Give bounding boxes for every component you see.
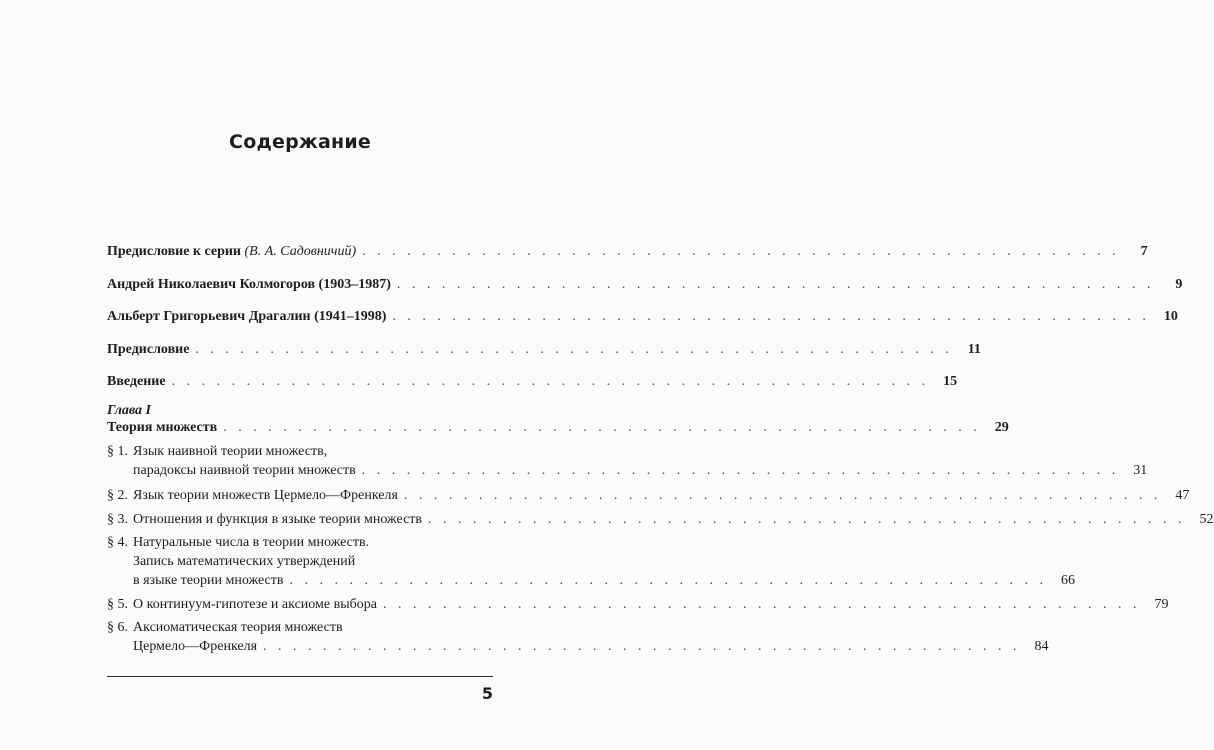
footer-rule xyxy=(107,676,493,677)
toc-entry-s6-line1 xyxy=(107,619,343,637)
toc-entry-label: в языке теории множеств xyxy=(133,573,284,588)
toc-entry-s1[interactable] xyxy=(107,462,1148,480)
toc-entry-dragalin[interactable] xyxy=(107,308,1178,326)
toc-entry-s1-line1 xyxy=(107,443,327,461)
toc-entry-page: 11 xyxy=(967,342,981,357)
leader-dots: . . . . . . . . . . . . . . . . . . . . . . . . . . . . . . . . . . . . . . . . . . . . . . . . . . . xyxy=(403,488,1162,503)
toc-entry-chapter1[interactable] xyxy=(107,419,1009,437)
toc-entry-s5[interactable] xyxy=(107,596,1169,614)
toc-entry-page: 9 xyxy=(1175,277,1183,292)
toc-entry-preface[interactable] xyxy=(107,341,981,359)
toc-entry-label: Предисловие к серии xyxy=(107,244,241,259)
toc-entry-page: 15 xyxy=(943,374,958,389)
leader-dots: . . . . . . . . . . . . . . . . . . . . . . . . . . . . . . . . . . . . . . . . . . . . . . . . . . . xyxy=(361,463,1120,478)
toc-entry-page: 52 xyxy=(1199,512,1214,527)
toc-entry-label: парадоксы наивной теории множеств xyxy=(133,463,356,478)
toc-entry-label: Цермело—Френкеля xyxy=(133,639,258,654)
leader-dots: . . . . . . . . . . . . . . . . . . . . . . . . . . . . . . . . . . . . . . . . . . . . . . . . . . . xyxy=(223,420,981,435)
toc-entry-label: Язык наивной теории множеств, xyxy=(133,444,328,459)
toc-entry-page: 29 xyxy=(994,420,1009,435)
section-number: § 6. xyxy=(107,620,128,635)
leader-dots: . . . . . . . . . . . . . . . . . . . . . . . . . . . . . . . . . . . . . . . . . . . . . . . . . . . xyxy=(362,244,1120,259)
leader-dots: . . . . . . . . . . . . . . . . . . . . . . . . . . . . . . . . . . . . . . . . . . . . . . . . . . . xyxy=(396,277,1155,292)
leader-dots: . . . . . . . . . . . . . . . . . . . . . . . . . . . . . . . . . . . . . . . . . . . . . . . . . . . xyxy=(428,512,1186,527)
toc-entry-label: Предисловие xyxy=(107,342,190,357)
toc-entry-s4-line2: Запись математических утверждений xyxy=(133,554,356,569)
toc-entry-author: (В. А. Садовничий) xyxy=(244,244,357,259)
toc-entry-s2[interactable] xyxy=(107,487,1190,505)
toc-entry-intro[interactable] xyxy=(107,373,958,391)
section-number: § 3. xyxy=(107,512,128,527)
toc-entry-s4[interactable] xyxy=(107,572,1075,590)
toc-entry-page: 31 xyxy=(1133,463,1148,478)
toc-entry-page: 84 xyxy=(1034,639,1049,654)
toc-entry-label: Андрей Николаевич Колмогоров (1903–1987) xyxy=(107,277,391,292)
page-title: Содержание xyxy=(229,131,371,153)
toc-entry-s4-line1 xyxy=(107,534,369,552)
leader-dots: . . . . . . . . . . . . . . . . . . . . . . . . . . . . . . . . . . . . . . . . . . . . . . . . . . . xyxy=(382,597,1141,612)
toc-entry-preface-series[interactable] xyxy=(107,243,1148,261)
toc-entry-label: Введение xyxy=(107,374,166,389)
toc-entry-s3[interactable] xyxy=(107,511,1214,529)
leader-dots: . . . . . . . . . . . . . . . . . . . . . . . . . . . . . . . . . . . . . . . . . . . . . . . . . . . xyxy=(289,573,1047,588)
section-number: § 2. xyxy=(107,488,128,503)
leader-dots: . . . . . . . . . . . . . . . . . . . . . . . . . . . . . . . . . . . . . . . . . . . . . . . . . . . xyxy=(263,639,1021,654)
toc-entry-label: Отношения и функция в языке теории множеств xyxy=(133,512,423,527)
toc-entry-label: Аксиоматическая теория множеств xyxy=(133,620,343,635)
toc-entry-label: Альберт Григорьевич Драгалин (1941–1998) xyxy=(107,309,387,324)
section-number: § 4. xyxy=(107,535,128,550)
toc-entry-label: О континуум-гипотезе и аксиоме выбора xyxy=(133,597,377,612)
page-number: 5 xyxy=(481,684,493,703)
toc-entry-page: 66 xyxy=(1060,573,1075,588)
toc-entry-label: Теория множеств xyxy=(107,420,218,435)
section-number: § 5. xyxy=(107,597,128,612)
toc-entry-page: 47 xyxy=(1175,488,1190,503)
leader-dots: . . . . . . . . . . . . . . . . . . . . . . . . . . . . . . . . . . . . . . . . . . . . . . . . . . . xyxy=(392,309,1150,324)
toc-entry-page: 10 xyxy=(1163,309,1178,324)
leader-dots: . . . . . . . . . . . . . . . . . . . . . . . . . . . . . . . . . . . . . . . . . . . . . . . . . . . xyxy=(195,342,953,357)
leader-dots: . . . . . . . . . . . . . . . . . . . . . . . . . . . . . . . . . . . . . . . . . . . . . . . . . . . xyxy=(171,374,930,389)
toc-entry-page: 79 xyxy=(1154,597,1169,612)
toc-entry-kolmogorov[interactable] xyxy=(107,276,1183,294)
toc-entry-s6[interactable] xyxy=(107,638,1049,656)
toc-entry-label: Язык теории множеств Цермело—Френкеля xyxy=(133,488,398,503)
chapter-heading: Глава I xyxy=(107,403,152,418)
toc-entry-page: 7 xyxy=(1140,244,1148,259)
section-number: § 1. xyxy=(107,444,128,459)
toc-entry-label: Натуральные числа в теории множеств. xyxy=(133,535,370,550)
